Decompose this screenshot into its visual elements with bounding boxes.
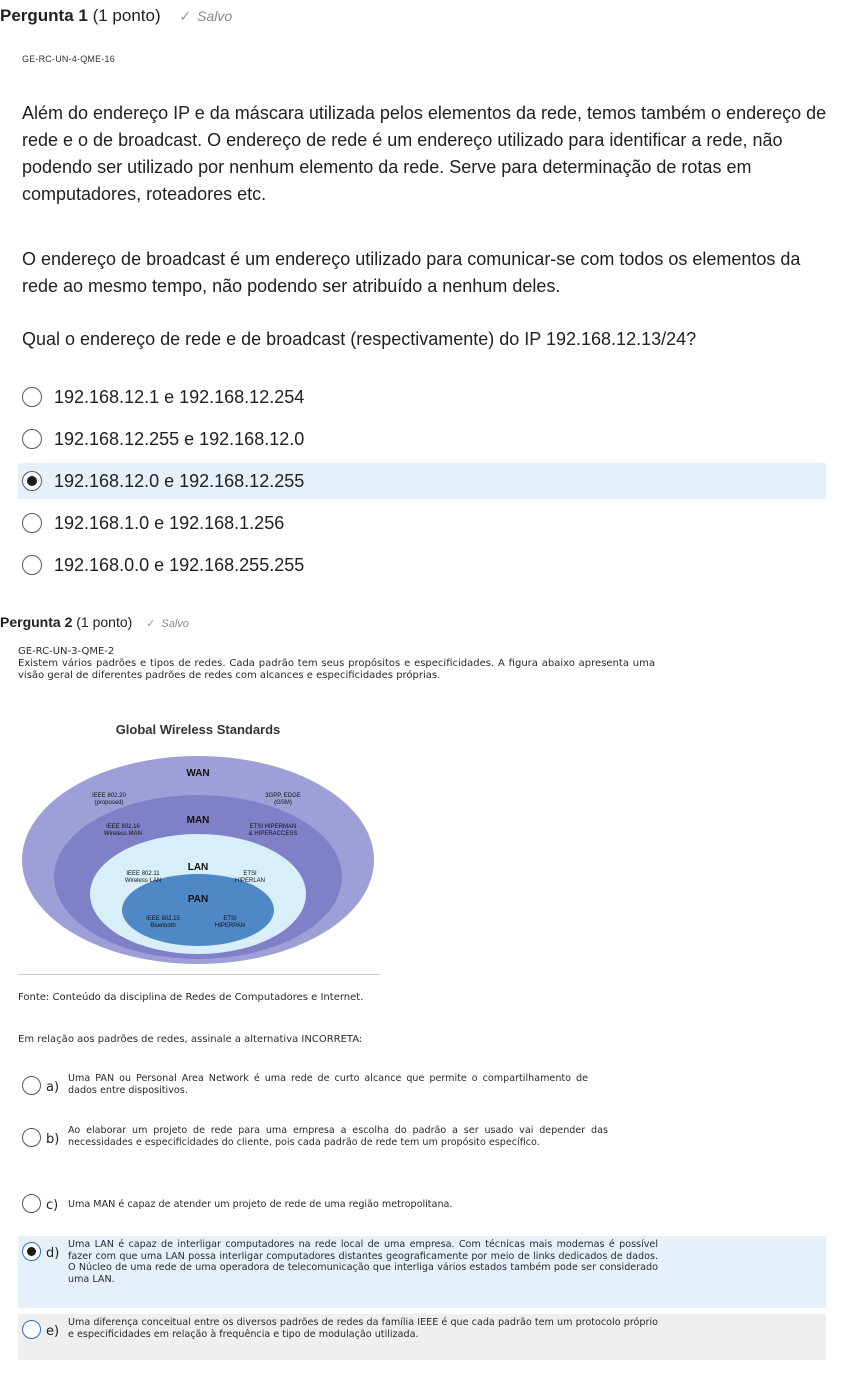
pan-right-line1: ETSI	[223, 916, 237, 922]
saved-label: Salvo	[197, 8, 233, 24]
option-label: 192.168.1.0 e 192.168.1.256	[54, 512, 285, 533]
question-1-option-2[interactable]	[18, 421, 826, 457]
question-2-code: GE-RC-UN-3-QME-2	[18, 646, 115, 657]
man-label: MAN	[186, 815, 210, 826]
option-label: 192.168.0.0 e 192.168.255.255	[54, 554, 305, 575]
wan-left-line1: IEEE 802.20	[92, 793, 126, 799]
lan-right-line2: HIPERLAN	[234, 878, 266, 884]
radio-button-selected[interactable]	[22, 471, 42, 491]
radio-dot-icon	[27, 476, 37, 486]
lan-left-line1: IEEE 802.11	[126, 871, 160, 877]
figure-title: Global Wireless Standards	[115, 722, 281, 737]
question-1-points: (1 ponto)	[92, 6, 161, 25]
question-1-option-5[interactable]	[18, 547, 826, 583]
figure-source: Fonte: Conteúdo da disciplina de Redes de Computadores e Internet.	[18, 992, 364, 1003]
radio-button[interactable]	[22, 387, 42, 407]
question-1-code: GE-RC-UN-4-QME-16	[22, 54, 115, 64]
radio-button[interactable]	[22, 1320, 41, 1339]
question-2-option-b[interactable]	[18, 1122, 826, 1170]
question-2-saved-status	[146, 618, 189, 630]
man-left-line2: Wireless MAN	[103, 831, 143, 837]
question-1-header	[0, 6, 232, 26]
wan-label: WAN	[186, 768, 210, 779]
figure-graphic	[18, 712, 380, 974]
question-1-paragraph-1: Além do endereço IP e da máscara utilizada pelos elementos da rede, temos também o endereço de rede e o de broadcast. O endereço de rede é um endereço utilizado para identificar a rede, não podendo ser utilizado por nenhum elemento da rede. Serve para determinação de rotas em computadores, roteadores etc.	[22, 103, 827, 204]
question-1-option-3[interactable]	[18, 463, 826, 499]
option-text: Uma MAN é capaz de atender um projeto de rede de uma região metropolitana.	[68, 1199, 453, 1210]
lan-left-line2: Wireless LAN	[124, 878, 162, 884]
option-label: 192.168.12.255 e 192.168.12.0	[54, 428, 305, 449]
option-letter: d)	[46, 1246, 60, 1261]
question-1-option-4[interactable]	[18, 505, 826, 541]
pan-ellipse	[122, 874, 274, 946]
radio-button[interactable]	[22, 429, 42, 449]
question-2-header	[0, 614, 189, 630]
radio-button-selected[interactable]	[22, 1242, 41, 1261]
option-letter: c)	[46, 1198, 59, 1213]
wan-right-line1: 3GPP, EDGE	[265, 793, 301, 799]
question-1-saved-status	[179, 8, 232, 24]
wan-right-line2: (GSM)	[274, 800, 292, 806]
pan-left-line2: Bluetooth	[150, 923, 176, 929]
saved-label: Salvo	[161, 618, 189, 630]
question-2-option-e[interactable]	[18, 1314, 826, 1360]
question-2-option-a[interactable]	[18, 1070, 826, 1110]
lan-right-line1: ETSI	[243, 871, 257, 877]
option-label: 192.168.12.1 e 192.168.12.254	[54, 386, 305, 407]
man-right-line2: & HIPERACCESS	[248, 831, 298, 837]
checkmark-icon: ✓	[179, 8, 192, 24]
pan-label: PAN	[187, 894, 209, 905]
radio-button[interactable]	[22, 1194, 41, 1213]
lan-label: LAN	[187, 862, 209, 873]
pan-left-line1: IEEE 802.15	[146, 916, 180, 922]
question-2-option-c[interactable]	[18, 1188, 826, 1220]
wireless-standards-figure	[18, 712, 380, 975]
radio-button[interactable]	[22, 1128, 41, 1147]
man-right-line1: ETSI HIPERMAN	[249, 824, 297, 830]
option-text: Uma LAN é capaz de interligar computadores na rede local de uma empresa. Com técnicas mais modernas é possível fazer com que uma LAN possa interligar computadores distantes geograficamente por meio de links dedicados de dados. O Núcleo de uma rede de uma operadora de telecomunicação que interliga vários estados também pode ser considerado uma LAN.	[68, 1239, 658, 1285]
radio-button[interactable]	[22, 513, 42, 533]
question-1-option-1[interactable]	[18, 379, 826, 415]
option-letter: e)	[46, 1324, 60, 1339]
radio-dot-icon	[27, 1247, 36, 1256]
wan-left-line2: (proposed)	[94, 800, 124, 806]
question-1-title: Pergunta 1	[0, 6, 88, 25]
checkmark-icon: ✓	[146, 618, 156, 630]
question-2-intro: Existem vários padrões e tipos de redes. Cada padrão tem seus propósitos e especificidades. A figura abaixo apresenta uma visão geral de diferentes padrões de redes com alcances e especificidades próprias.	[18, 658, 655, 681]
radio-button[interactable]	[22, 555, 42, 575]
pan-right-line2: HIPERPAN	[214, 923, 246, 929]
option-text: Ao elaborar um projeto de rede para uma empresa a escolha do padrão a ser usado vai depender das necessidades e especificidades do cliente, pois cada padrão de rede tem um propósito específico.	[68, 1125, 608, 1148]
option-letter: a)	[46, 1080, 60, 1095]
radio-button[interactable]	[22, 1076, 41, 1095]
option-text: Uma PAN ou Personal Area Network é uma rede de curto alcance que permite o compartilhamento de dados entre dispositivos.	[68, 1073, 588, 1096]
option-letter: b)	[46, 1132, 60, 1147]
question-2-title: Pergunta 2	[0, 614, 73, 630]
question-1-paragraph-2: O endereço de broadcast é um endereço utilizado para comunicar-se com todos os elementos da rede ao mesmo tempo, não podendo ser atribuído a nenhum deles.	[22, 249, 801, 296]
question-2-points: (1 ponto)	[76, 614, 133, 630]
man-left-line1: IEEE 802.16	[106, 824, 140, 830]
option-text: Uma diferença conceitual entre os diversos padrões de redes da família IEEE é que cada padrão tem um protocolo próprio e especificidades em relação à frequência e tipo de modulação utilizada.	[68, 1317, 658, 1340]
question-1-prompt: Qual o endereço de rede e de broadcast (respectivamente) do IP 192.168.12.13/24?	[22, 329, 697, 349]
question-2-prompt: Em relação aos padrões de redes, assinale a alternativa INCORRETA:	[18, 1034, 363, 1045]
question-2-option-d[interactable]	[18, 1236, 826, 1308]
option-label: 192.168.12.0 e 192.168.12.255	[54, 470, 305, 491]
